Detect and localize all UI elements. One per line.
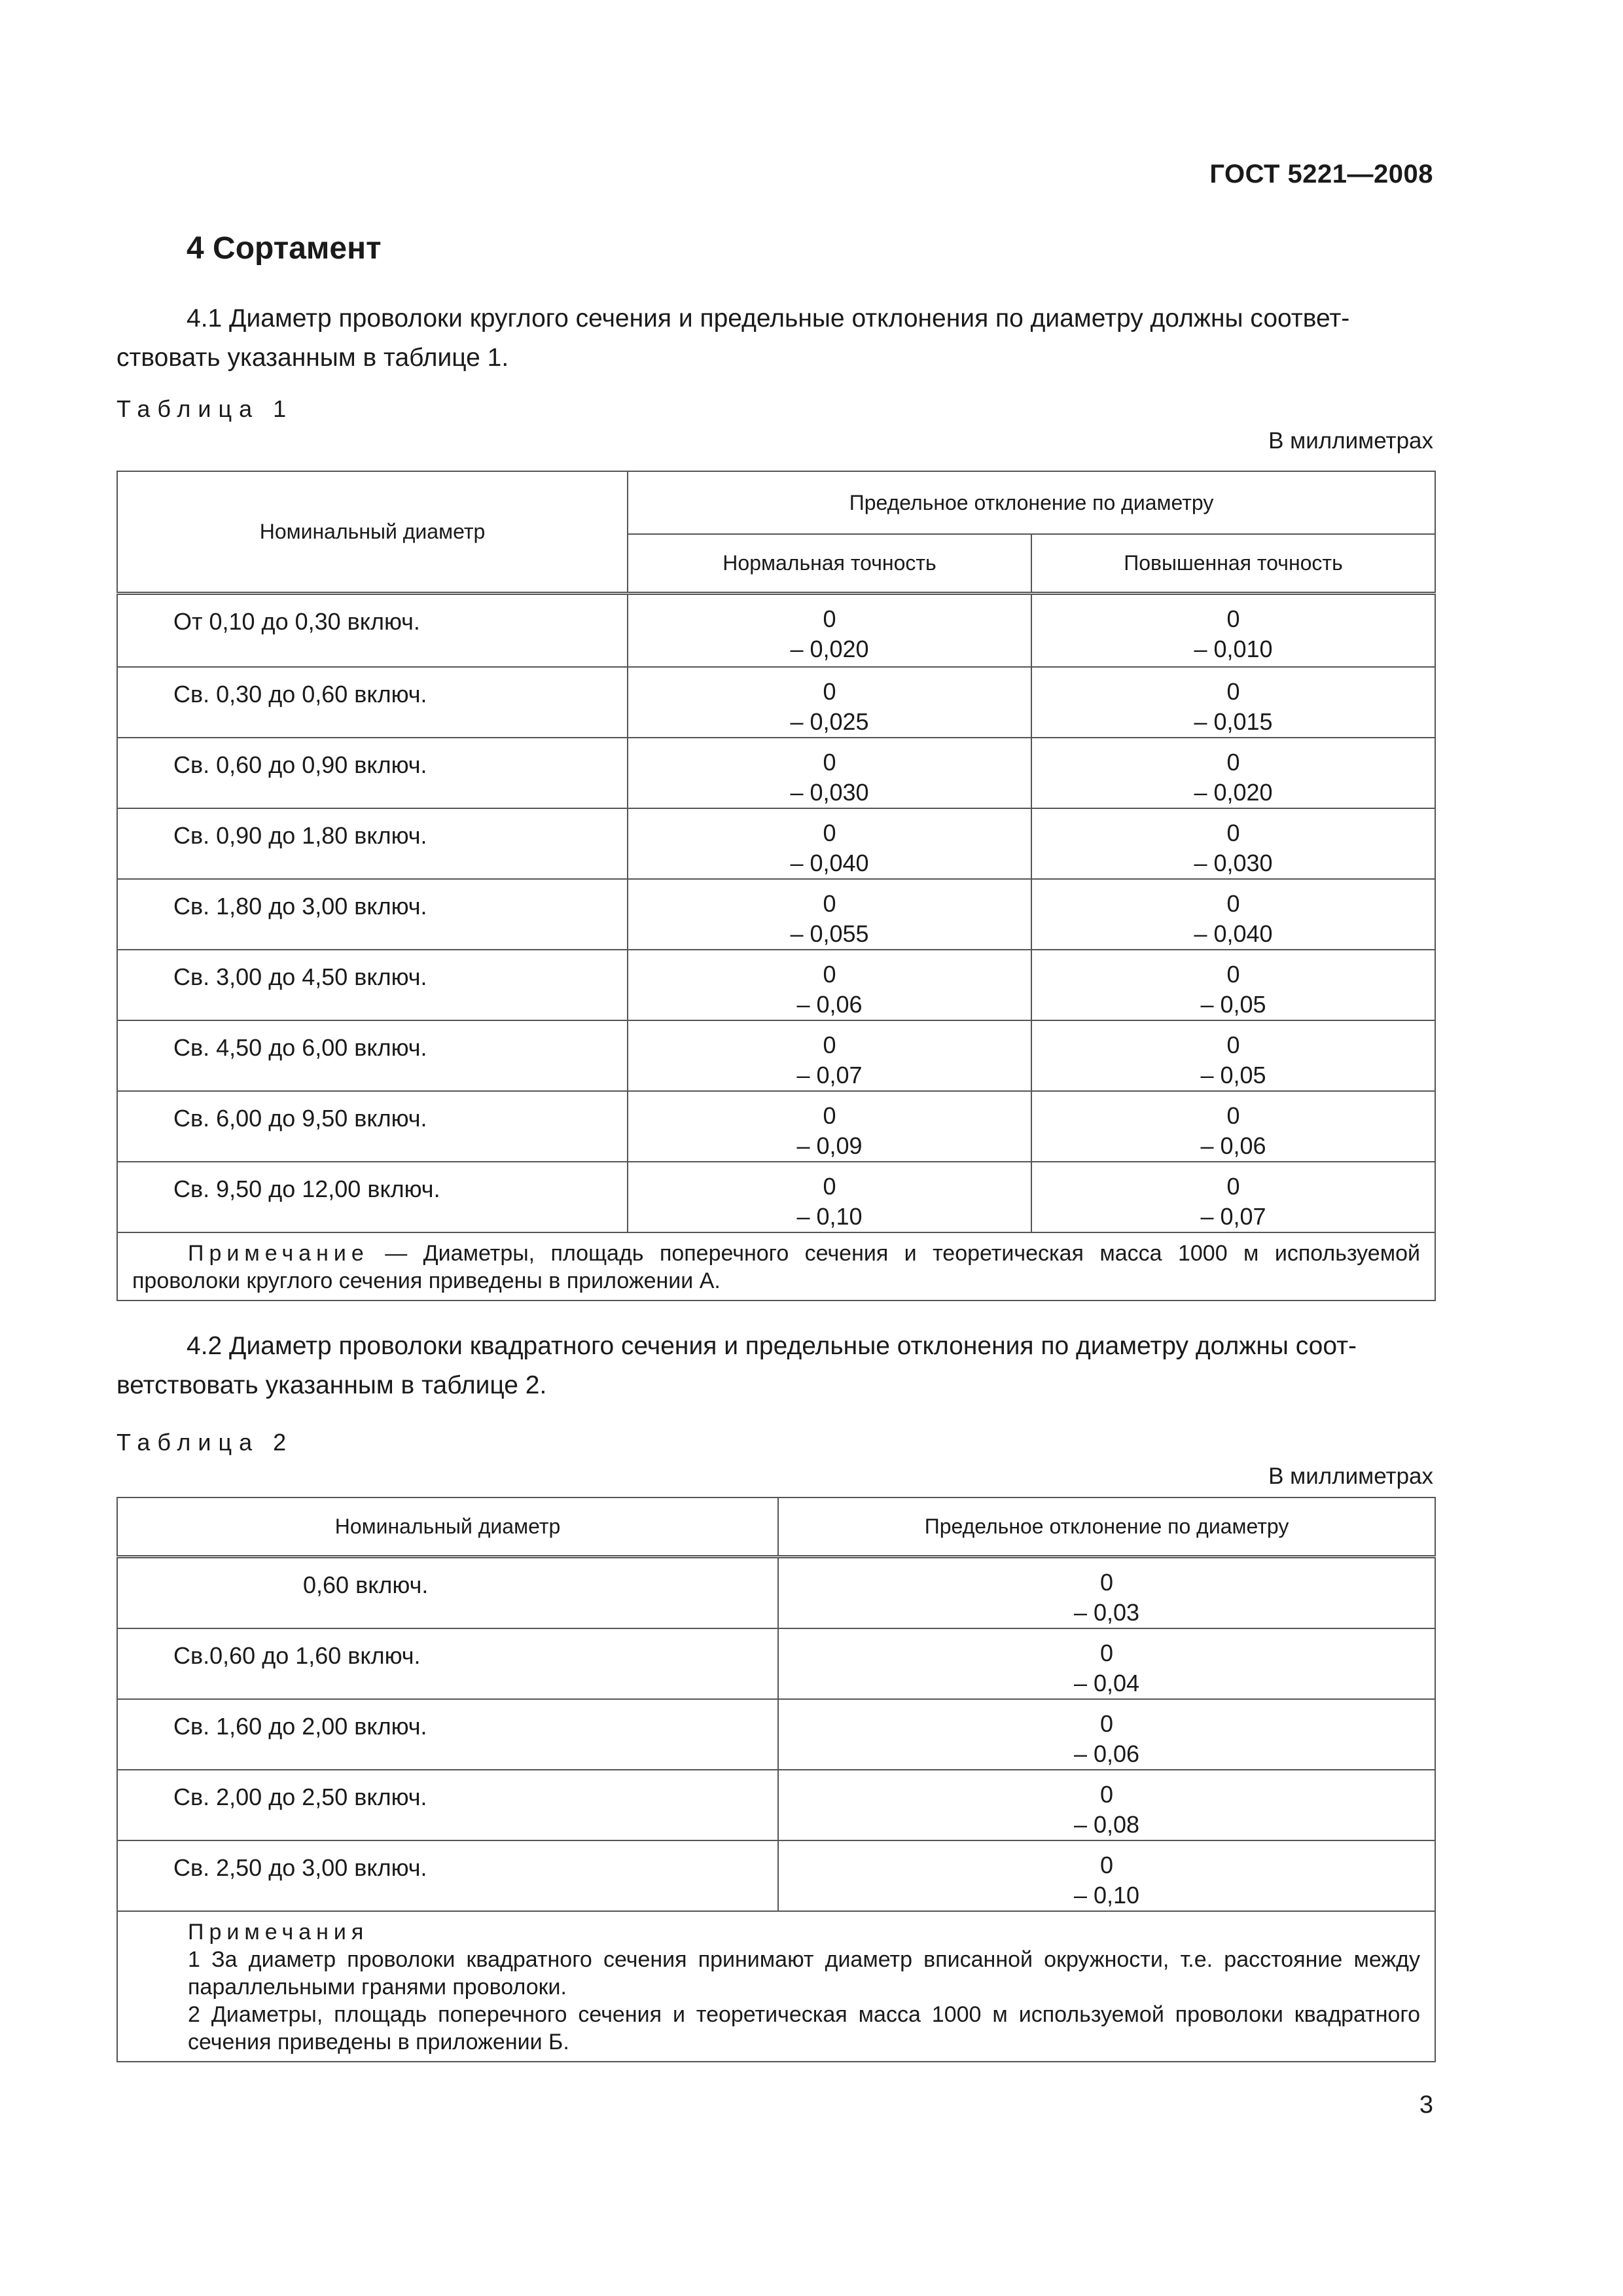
upper-deviation: 0: [823, 1102, 836, 1129]
lower-deviation: – 0,025: [790, 708, 869, 735]
normal-precision-cell: [628, 1091, 1031, 1162]
upper-deviation: 0: [823, 605, 836, 632]
note-2: 2 Диаметры, площадь поперечного сечения и теоретическая масса 1000 м используемой проволоки квадратного сечения приведены в приложении Б.: [188, 2002, 1420, 2054]
upper-deviation: 0: [823, 819, 836, 846]
col-header-normal: Нормальная точность: [628, 534, 1031, 593]
lower-deviation: – 0,10: [796, 1203, 863, 1230]
lower-deviation: – 0,020: [1194, 779, 1273, 806]
lower-deviation: – 0,06: [796, 991, 863, 1018]
table-row: [117, 950, 1435, 1020]
upper-deviation: 0: [823, 678, 836, 705]
upper-deviation: 0: [1099, 1710, 1114, 1737]
upper-deviation: 0: [1099, 1568, 1114, 1596]
deviation-cell: [778, 1699, 1435, 1770]
row-label: Св.0,60 до 1,60 включ.: [117, 1628, 778, 1699]
row-label: Св. 0,90 до 1,80 включ.: [117, 808, 628, 879]
upper-deviation: 0: [1226, 749, 1240, 776]
high-precision-cell: [1031, 808, 1435, 879]
upper-deviation: 0: [823, 749, 836, 776]
normal-precision-cell: [628, 879, 1031, 950]
upper-deviation: 0: [823, 1031, 836, 1058]
lower-deviation: – 0,06: [1073, 1740, 1140, 1767]
table-1-caption: Таблица 1: [116, 395, 294, 422]
upper-deviation: 0: [1099, 1852, 1114, 1878]
deviation-cell: [778, 1628, 1435, 1699]
deviation-cell: [778, 1770, 1435, 1840]
deviation-cell: [778, 1556, 1435, 1628]
note-text: — Диаметры, площадь поперечного сечения и теоретическая масса 1000 м используемой проволоки круглого сечения приведены в приложении А.: [132, 1241, 1420, 1293]
col-header-deviation: Предельное отклонение по диаметру: [778, 1498, 1435, 1556]
lower-deviation: – 0,020: [790, 635, 869, 662]
table-1-units: В миллиметрах: [1268, 428, 1433, 454]
lower-deviation: – 0,040: [790, 850, 869, 876]
table-row: [117, 1770, 1435, 1840]
lower-deviation: – 0,07: [1200, 1203, 1266, 1230]
lower-deviation: – 0,030: [1194, 850, 1273, 876]
lower-deviation: – 0,07: [796, 1062, 863, 1088]
table-row: [117, 738, 1435, 808]
row-label: Св. 0,30 до 0,60 включ.: [117, 667, 628, 738]
table-row: [117, 667, 1435, 738]
lower-deviation: – 0,055: [790, 920, 869, 947]
page-number: 3: [1419, 2091, 1433, 2119]
col-header-high: Повышенная точность: [1031, 534, 1435, 593]
lower-deviation: – 0,04: [1073, 1670, 1140, 1696]
note-label: Примечание: [188, 1241, 369, 1266]
table-row: [117, 1699, 1435, 1770]
lower-deviation: – 0,030: [790, 779, 869, 806]
high-precision-cell: [1031, 667, 1435, 738]
high-precision-cell: [1031, 950, 1435, 1020]
lower-deviation: – 0,040: [1194, 920, 1273, 947]
col-header-nominal: Номинальный диаметр: [117, 471, 628, 593]
table-row: [117, 879, 1435, 950]
upper-deviation: 0: [1226, 605, 1240, 632]
upper-deviation: 0: [1226, 961, 1240, 988]
upper-deviation: 0: [1226, 890, 1240, 917]
high-precision-cell: [1031, 1091, 1435, 1162]
paragraph-text: 4.1 Диаметр проволоки круглого сечения и предельные отклонения по диаметру должны соответ-: [187, 304, 1350, 332]
upper-deviation: 0: [1099, 1640, 1114, 1666]
upper-deviation: 0: [823, 961, 836, 988]
upper-deviation: 0: [1099, 1781, 1114, 1808]
paragraph-text: 4.2 Диаметр проволоки квадратного сечения и предельные отклонения по диаметру должны соот-: [187, 1332, 1357, 1360]
row-label: От 0,10 до 0,30 включ.: [117, 593, 628, 667]
table-row: [117, 808, 1435, 879]
row-label: Св. 1,60 до 2,00 включ.: [117, 1699, 778, 1770]
upper-deviation: 0: [823, 890, 836, 917]
paragraph-4-2: [116, 1327, 1436, 1405]
section-title: 4 Сортамент: [187, 231, 382, 266]
row-label: 0,60 включ.: [117, 1556, 778, 1628]
upper-deviation: 0: [1226, 1102, 1240, 1129]
paragraph-text: ствовать указанным в таблице 1.: [116, 344, 509, 372]
table-2: [116, 1497, 1436, 2062]
high-precision-cell: [1031, 879, 1435, 950]
lower-deviation: – 0,10: [1073, 1882, 1140, 1909]
normal-precision-cell: [628, 593, 1031, 667]
upper-deviation: 0: [1226, 819, 1240, 846]
table-row: [117, 1020, 1435, 1091]
lower-deviation: – 0,08: [1073, 1811, 1140, 1838]
row-label: Св. 4,50 до 6,00 включ.: [117, 1020, 628, 1091]
upper-deviation: 0: [1226, 1031, 1240, 1058]
table-row: [117, 1840, 1435, 1911]
normal-precision-cell: [628, 808, 1031, 879]
high-precision-cell: [1031, 738, 1435, 808]
upper-deviation: 0: [1226, 678, 1240, 705]
lower-deviation: – 0,03: [1073, 1598, 1140, 1626]
table-2-caption: Таблица 2: [116, 1429, 294, 1456]
lower-deviation: – 0,05: [1200, 1062, 1266, 1088]
table-row: [117, 1091, 1435, 1162]
row-label: Св. 2,50 до 3,00 включ.: [117, 1840, 778, 1911]
lower-deviation: – 0,010: [1194, 635, 1273, 662]
paragraph-4-1: [116, 299, 1436, 378]
row-label: Св. 2,00 до 2,50 включ.: [117, 1770, 778, 1840]
note-1: 1 За диаметр проволоки квадратного сечения принимают диаметр вписанной окружности, т.е. расстояние между параллельными гранями проволоки.: [188, 1947, 1420, 2000]
paragraph-text: ветствовать указанным в таблице 2.: [116, 1371, 547, 1399]
lower-deviation: – 0,05: [1200, 991, 1266, 1018]
upper-deviation: 0: [823, 1173, 836, 1200]
notes-label: Примечания: [188, 1920, 369, 1945]
standard-designation: ГОСТ 5221—2008: [1209, 160, 1433, 188]
upper-deviation: 0: [1226, 1173, 1240, 1200]
normal-precision-cell: [628, 738, 1031, 808]
high-precision-cell: [1031, 1020, 1435, 1091]
table-2-units: В миллиметрах: [1268, 1463, 1433, 1489]
table-2-notes: [117, 1911, 1435, 2062]
table-1-note: [117, 1232, 1435, 1300]
lower-deviation: – 0,06: [1200, 1132, 1266, 1159]
table-row: [117, 593, 1435, 667]
deviation-cell: [778, 1840, 1435, 1911]
normal-precision-cell: [628, 1162, 1031, 1232]
high-precision-cell: [1031, 593, 1435, 667]
row-label: Св. 1,80 до 3,00 включ.: [117, 879, 628, 950]
normal-precision-cell: [628, 1020, 1031, 1091]
table-row: [117, 1628, 1435, 1699]
lower-deviation: – 0,015: [1194, 708, 1273, 735]
table-row: [117, 1556, 1435, 1628]
row-label: Св. 9,50 до 12,00 включ.: [117, 1162, 628, 1232]
lower-deviation: – 0,09: [796, 1132, 863, 1159]
high-precision-cell: [1031, 1162, 1435, 1232]
col-header-nominal: Номинальный диаметр: [117, 1498, 778, 1556]
normal-precision-cell: [628, 950, 1031, 1020]
row-label: Св. 0,60 до 0,90 включ.: [117, 738, 628, 808]
col-header-deviation: Предельное отклонение по диаметру: [628, 471, 1435, 534]
normal-precision-cell: [628, 667, 1031, 738]
row-label: Св. 3,00 до 4,50 включ.: [117, 950, 628, 1020]
row-label: Св. 6,00 до 9,50 включ.: [117, 1091, 628, 1162]
table-row: [117, 1162, 1435, 1232]
table-1: [116, 471, 1436, 1301]
